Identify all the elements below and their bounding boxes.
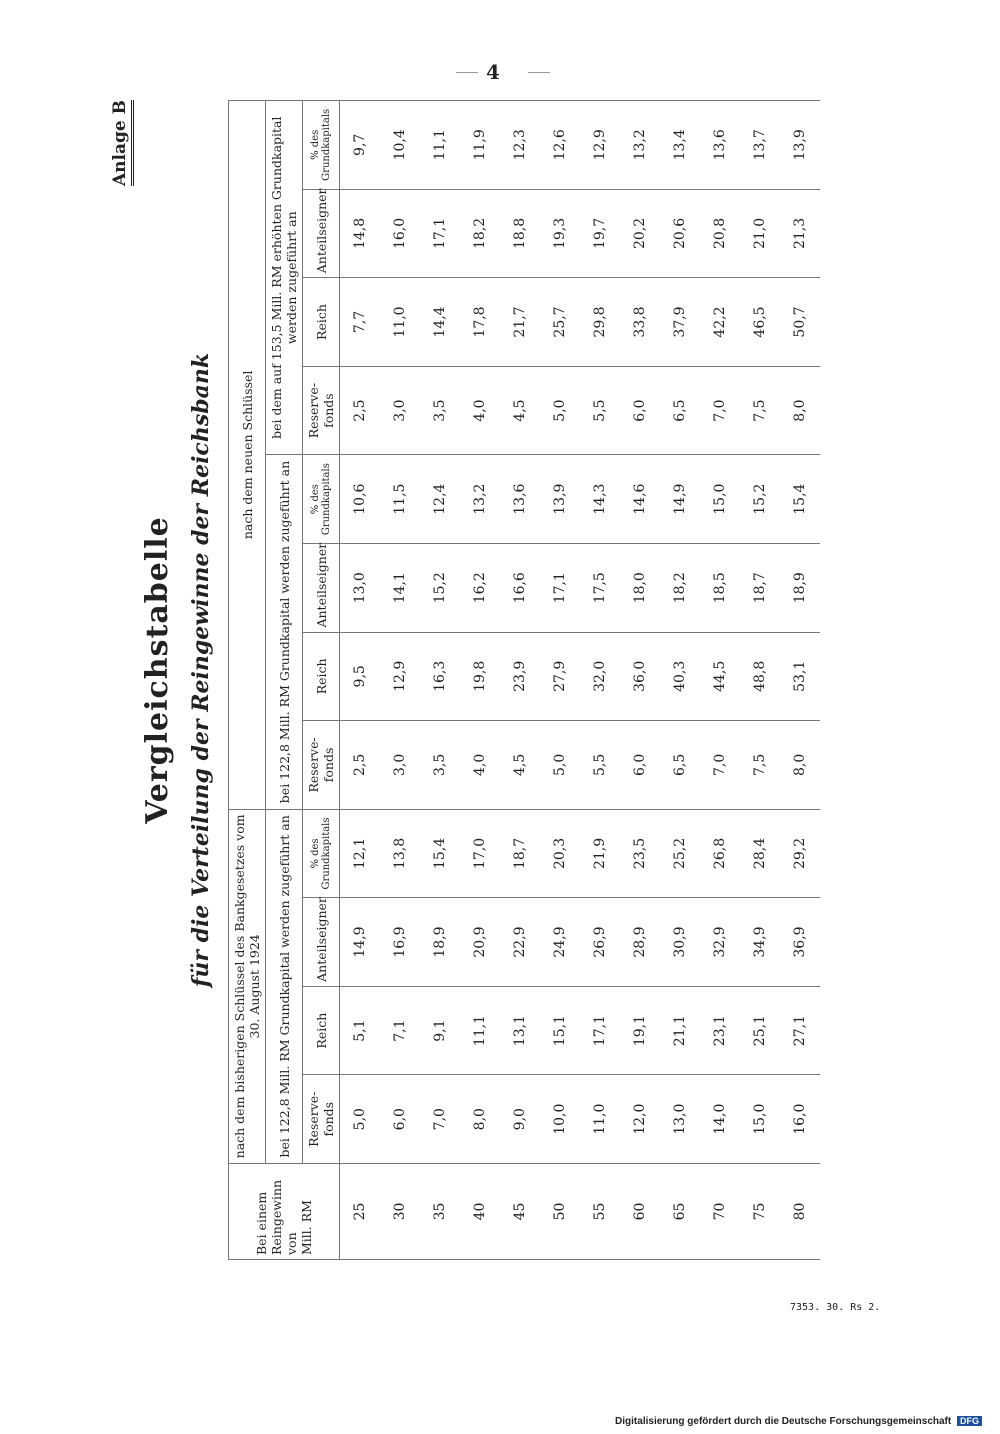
table-cell: 5,0: [340, 1075, 381, 1164]
table-cell: 12,4: [420, 455, 460, 544]
new-sub-header-b: bei dem auf 153,5 Mill. RM erhöhten Grundkapital werden zugeführt an: [266, 101, 303, 455]
table-cell: 13,2: [620, 101, 660, 190]
table-cell: 25: [340, 1164, 381, 1260]
table-cell: 5,5: [580, 721, 620, 810]
table-cell: 9,1: [420, 986, 460, 1075]
table-row: [620, 101, 660, 1260]
table-cell: 4,5: [500, 721, 540, 810]
print-note: 7353. 30. Rs 2.: [790, 1302, 881, 1313]
table-row: [380, 101, 420, 1260]
col-shareholders-mill: Anteilseigner: [303, 898, 340, 987]
table-cell: 23,1: [700, 986, 740, 1075]
table-cell: 48,8: [740, 632, 780, 721]
table-cell: 21,0: [740, 189, 780, 278]
table-cell: 13,2: [460, 455, 500, 544]
table-cell: 13,4: [660, 101, 700, 190]
table-cell: 14,9: [660, 455, 700, 544]
table-cell: 26,8: [700, 809, 740, 898]
table-cell: 4,0: [460, 721, 500, 810]
footer-text: Digitalisierung gefördert durch die Deutsche Forschungsgemeinschaft: [615, 1416, 952, 1427]
table-cell: 7,7: [340, 278, 381, 367]
old-key-header: nach dem bisherigen Schlüssel des Bankgesetzes vom 30. August 1924: [229, 809, 266, 1163]
table-cell: 16,9: [380, 898, 420, 987]
col-shareholders-pct: % des Grundkapitals: [303, 809, 340, 898]
table-cell: 21,1: [660, 986, 700, 1075]
table-row: [580, 101, 620, 1260]
table-cell: 50: [540, 1164, 580, 1260]
table-cell: 18,5: [700, 543, 740, 632]
table-cell: 15,4: [420, 809, 460, 898]
table-cell: 18,8: [500, 189, 540, 278]
table-row: [660, 101, 700, 1260]
table-cell: 18,9: [420, 898, 460, 987]
table-row: [700, 101, 740, 1260]
table-cell: 21,3: [780, 189, 820, 278]
table-cell: 7,0: [420, 1075, 460, 1164]
page-title: Vergleichstabelle: [140, 516, 175, 824]
table-cell: 45: [500, 1164, 540, 1260]
table-cell: 8,0: [780, 366, 820, 455]
table-cell: 13,0: [340, 543, 381, 632]
table-cell: 7,5: [740, 721, 780, 810]
table-cell: 11,9: [460, 101, 500, 190]
dfg-logo: DFG: [957, 1416, 982, 1426]
table-cell: 12,9: [380, 632, 420, 721]
table-cell: 35: [420, 1164, 460, 1260]
table-cell: 9,7: [340, 101, 381, 190]
col-shareholders-mill: Anteilseigner: [303, 543, 340, 632]
page-subtitle: für die Verteilung der Reingewinne der Reichsbank: [188, 352, 214, 988]
col-reich: Reich: [303, 632, 340, 721]
col-reserve: Reserve-fonds: [303, 721, 340, 810]
table-cell: 27,1: [780, 986, 820, 1075]
table-cell: 20,2: [620, 189, 660, 278]
table-body: [340, 101, 821, 1260]
table-cell: 37,9: [660, 278, 700, 367]
table-cell: 19,1: [620, 986, 660, 1075]
table-cell: 13,6: [500, 455, 540, 544]
table-cell: 18,2: [660, 543, 700, 632]
table-cell: 20,3: [540, 809, 580, 898]
table-cell: 70: [700, 1164, 740, 1260]
table-cell: 6,5: [660, 721, 700, 810]
table-cell: 12,3: [500, 101, 540, 190]
table-cell: 25,2: [660, 809, 700, 898]
table-cell: 12,9: [580, 101, 620, 190]
table-cell: 13,9: [780, 101, 820, 190]
table-cell: 5,0: [540, 366, 580, 455]
table-cell: 2,5: [340, 721, 381, 810]
table-cell: 44,5: [700, 632, 740, 721]
table-cell: 3,0: [380, 366, 420, 455]
footer: [615, 1416, 982, 1427]
table-cell: 10,4: [380, 101, 420, 190]
table-cell: 23,9: [500, 632, 540, 721]
table-cell: 17,1: [420, 189, 460, 278]
table-cell: 36,9: [780, 898, 820, 987]
table-cell: 11,5: [380, 455, 420, 544]
table-cell: 17,8: [460, 278, 500, 367]
table-cell: 50,7: [780, 278, 820, 367]
table-cell: 27,9: [540, 632, 580, 721]
table-cell: 19,7: [580, 189, 620, 278]
table-cell: 17,1: [540, 543, 580, 632]
table-cell: 28,9: [620, 898, 660, 987]
old-sub-header: bei 122,8 Mill. RM Grundkapital werden zugeführt an: [266, 809, 303, 1163]
annex-label: Anlage B: [110, 100, 134, 186]
table-cell: 21,9: [580, 809, 620, 898]
col-reserve: Reserve-fonds: [303, 1075, 340, 1164]
table-cell: 18,7: [740, 543, 780, 632]
column-headers: [303, 101, 340, 1260]
new-sub-header-a: bei 122,8 Mill. RM Grundkapital werden zugeführt an: [266, 455, 303, 809]
table-cell: 4,5: [500, 366, 540, 455]
col-reich: Reich: [303, 278, 340, 367]
table-cell: 7,5: [740, 366, 780, 455]
table-cell: 13,8: [380, 809, 420, 898]
table-cell: 24,9: [540, 898, 580, 987]
table-cell: 15,4: [780, 455, 820, 544]
table-cell: 3,5: [420, 366, 460, 455]
rotated-page: [110, 80, 890, 1260]
table-cell: 9,5: [340, 632, 381, 721]
table-cell: 60: [620, 1164, 660, 1260]
table-cell: 7,1: [380, 986, 420, 1075]
table-cell: 13,7: [740, 101, 780, 190]
dash-left: [456, 72, 478, 73]
table-cell: 17,1: [580, 986, 620, 1075]
table-cell: 6,0: [620, 721, 660, 810]
table-cell: 32,9: [700, 898, 740, 987]
table-cell: 29,2: [780, 809, 820, 898]
table-cell: 18,7: [500, 809, 540, 898]
table-cell: 30,9: [660, 898, 700, 987]
table-cell: 3,5: [420, 721, 460, 810]
table-cell: 13,1: [500, 986, 540, 1075]
page-number: 4: [486, 60, 500, 84]
table-cell: 26,9: [580, 898, 620, 987]
col-shareholders-pct: % des Grundkapitals: [303, 455, 340, 544]
table-cell: 5,5: [580, 366, 620, 455]
table-cell: 12,6: [540, 101, 580, 190]
table-cell: 6,5: [660, 366, 700, 455]
table-cell: 13,0: [660, 1075, 700, 1164]
table-cell: 34,9: [740, 898, 780, 987]
table-cell: 12,0: [620, 1075, 660, 1164]
table-cell: 10,6: [340, 455, 381, 544]
table-cell: 14,0: [700, 1075, 740, 1164]
table-cell: 7,0: [700, 721, 740, 810]
table-cell: 17,5: [580, 543, 620, 632]
table-cell: 2,5: [340, 366, 381, 455]
table-cell: 14,1: [380, 543, 420, 632]
table-cell: 8,0: [780, 721, 820, 810]
table-cell: 11,0: [580, 1075, 620, 1164]
table-cell: 5,0: [540, 721, 580, 810]
table-cell: 17,0: [460, 809, 500, 898]
table-cell: 29,8: [580, 278, 620, 367]
table-cell: 15,0: [740, 1075, 780, 1164]
table-cell: 20,8: [700, 189, 740, 278]
table-row: [340, 101, 381, 1260]
table-row: [780, 101, 820, 1260]
table-cell: 16,2: [460, 543, 500, 632]
table-cell: 9,0: [500, 1075, 540, 1164]
table-cell: 11,0: [380, 278, 420, 367]
table-cell: 16,0: [380, 189, 420, 278]
table-cell: 11,1: [460, 986, 500, 1075]
dash-right: [528, 72, 550, 73]
table-cell: 7,0: [700, 366, 740, 455]
table-cell: 53,1: [780, 632, 820, 721]
table-cell: 65: [660, 1164, 700, 1260]
table-cell: 23,5: [620, 809, 660, 898]
table-cell: 80: [780, 1164, 820, 1260]
table-cell: 5,1: [340, 986, 381, 1075]
table-cell: 13,6: [700, 101, 740, 190]
col-reich: Reich: [303, 986, 340, 1075]
profit-header: Bei einem Reingewinn von Mill. RM: [229, 1164, 340, 1260]
table-cell: 22,9: [500, 898, 540, 987]
table-row: [740, 101, 780, 1260]
table-cell: 14,3: [580, 455, 620, 544]
table-cell: 16,3: [420, 632, 460, 721]
col-shareholders-mill: Anteilseigner: [303, 189, 340, 278]
table-cell: 19,3: [540, 189, 580, 278]
table-cell: 6,0: [380, 1075, 420, 1164]
table-cell: 18,9: [780, 543, 820, 632]
table-cell: 4,0: [460, 366, 500, 455]
table-cell: 18,0: [620, 543, 660, 632]
table-cell: 3,0: [380, 721, 420, 810]
table-cell: 13,9: [540, 455, 580, 544]
table-cell: 6,0: [620, 366, 660, 455]
table-cell: 30: [380, 1164, 420, 1260]
table-cell: 75: [740, 1164, 780, 1260]
table-cell: 33,8: [620, 278, 660, 367]
table-cell: 14,9: [340, 898, 381, 987]
table-cell: 40,3: [660, 632, 700, 721]
col-shareholders-pct: % des Grundkapitals: [303, 101, 340, 190]
table-cell: 14,6: [620, 455, 660, 544]
table-cell: 15,0: [700, 455, 740, 544]
table-cell: 42,2: [700, 278, 740, 367]
table-cell: 16,0: [780, 1075, 820, 1164]
new-key-header: nach dem neuen Schlüssel: [229, 101, 266, 810]
table-cell: 25,7: [540, 278, 580, 367]
table-cell: 20,9: [460, 898, 500, 987]
table-cell: 20,6: [660, 189, 700, 278]
table-cell: 11,1: [420, 101, 460, 190]
table-cell: 55: [580, 1164, 620, 1260]
table-cell: 25,1: [740, 986, 780, 1075]
table-cell: 15,2: [740, 455, 780, 544]
table-row: [500, 101, 540, 1260]
table-row: [460, 101, 500, 1260]
table-cell: 15,2: [420, 543, 460, 632]
table-cell: 15,1: [540, 986, 580, 1075]
col-reserve: Reserve-fonds: [303, 366, 340, 455]
table-cell: 36,0: [620, 632, 660, 721]
table-cell: 16,6: [500, 543, 540, 632]
table-cell: 21,7: [500, 278, 540, 367]
table-cell: 18,2: [460, 189, 500, 278]
comparison-table: [228, 100, 820, 1260]
table-cell: 14,8: [340, 189, 381, 278]
table-cell: 19,8: [460, 632, 500, 721]
table-cell: 10,0: [540, 1075, 580, 1164]
table-cell: 40: [460, 1164, 500, 1260]
table-cell: 32,0: [580, 632, 620, 721]
table-cell: 8,0: [460, 1075, 500, 1164]
table-cell: 14,4: [420, 278, 460, 367]
table-cell: 46,5: [740, 278, 780, 367]
table-row: [540, 101, 580, 1260]
table-cell: 12,1: [340, 809, 381, 898]
table-cell: 28,4: [740, 809, 780, 898]
table-row: [420, 101, 460, 1260]
